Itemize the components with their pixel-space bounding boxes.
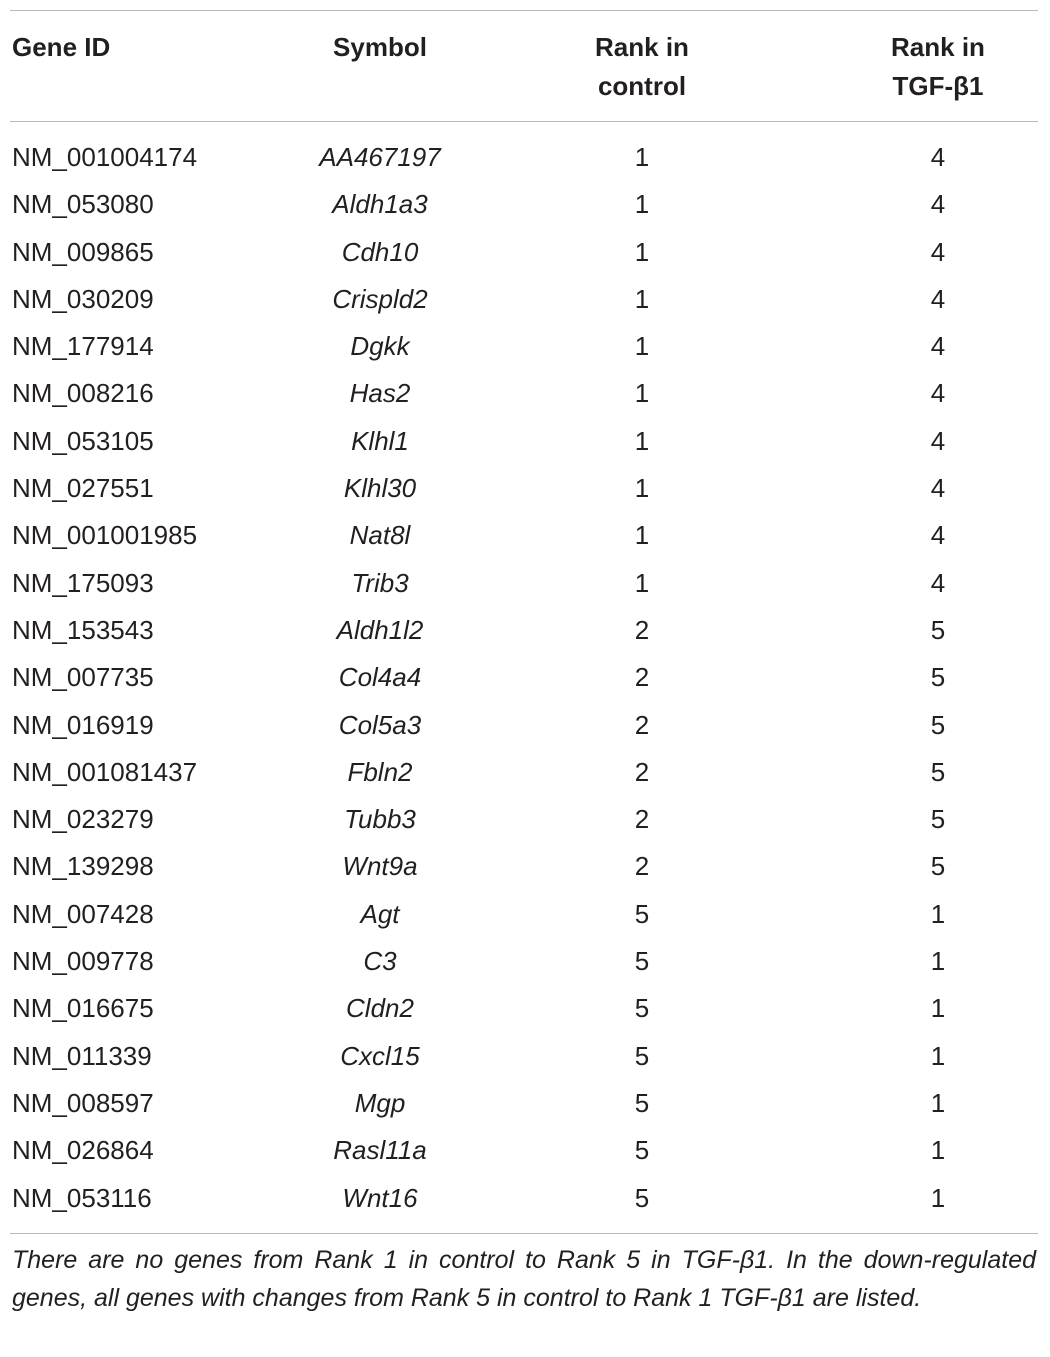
rank-tgf-cell: 1 <box>930 946 946 977</box>
table-header-rule <box>10 121 1038 122</box>
symbol-cell: Cdh10 <box>341 236 419 267</box>
rank-tgf-cell: 5 <box>930 851 946 882</box>
gene-id-cell: NM_009865 <box>12 236 154 267</box>
rank-control-cell: 1 <box>634 331 650 362</box>
table-row <box>0 843 1050 890</box>
rank-control-cell: 1 <box>634 567 650 598</box>
gene-id-cell: NM_011339 <box>12 1040 152 1071</box>
rank-tgf-cell: 4 <box>930 425 946 456</box>
rank-control-cell: 1 <box>634 425 650 456</box>
table-row <box>0 229 1050 276</box>
rank-tgf-cell: 1 <box>930 898 946 929</box>
rank-tgf-cell: 1 <box>930 1040 946 1071</box>
gene-id-cell: NM_139298 <box>12 851 154 882</box>
symbol-cell: Rasl11a <box>333 1135 427 1166</box>
rank-control-cell: 5 <box>634 1182 650 1213</box>
table-row <box>0 938 1050 985</box>
rank-tgf-cell: 5 <box>930 756 946 787</box>
table-footnote: There are no genes from Rank 1 in control to Rank 5 in TGF-β1. In the down-regulated genes, all genes with changes from Rank 5 in control to Rank 1 TGF-β1 are listed. <box>12 1246 1036 1312</box>
symbol-cell: Mgp <box>354 1087 406 1118</box>
rank-control-cell: 5 <box>634 898 650 929</box>
symbol-cell: Cldn2 <box>346 993 414 1024</box>
rank-control-cell: 5 <box>634 1135 650 1166</box>
table-row <box>0 560 1050 607</box>
rank-tgf-cell: 4 <box>930 283 946 314</box>
rank-tgf-cell: 4 <box>930 189 946 220</box>
header-rank-control-line1: Rank in <box>595 32 689 62</box>
rank-control-cell: 1 <box>634 378 650 409</box>
table-top-rule <box>10 10 1038 11</box>
rank-tgf-cell: 4 <box>930 567 946 598</box>
table-row <box>0 654 1050 701</box>
gene-id-cell: NM_053080 <box>12 189 154 220</box>
rank-control-cell: 1 <box>634 473 650 504</box>
symbol-cell: Fbln2 <box>347 756 413 787</box>
rank-tgf-cell: 1 <box>930 1182 946 1213</box>
rank-control-cell: 5 <box>634 993 650 1024</box>
gene-id-cell: NM_008216 <box>12 378 154 409</box>
gene-id-cell: NM_007428 <box>12 898 154 929</box>
rank-tgf-cell: 4 <box>930 378 946 409</box>
gene-id-cell: NM_030209 <box>12 283 154 314</box>
symbol-cell: C3 <box>363 946 397 977</box>
rank-tgf-cell: 1 <box>930 993 946 1024</box>
symbol-cell: Wnt16 <box>342 1182 418 1213</box>
rank-control-cell: 1 <box>634 142 650 172</box>
rank-control-cell: 5 <box>634 1040 650 1071</box>
table-body <box>0 134 1050 1222</box>
gene-id-cell: NM_023279 <box>12 804 154 835</box>
symbol-cell: Crispld2 <box>332 283 428 314</box>
rank-tgf-cell: 1 <box>930 1135 946 1166</box>
header-rank-control-line2: control <box>597 71 687 101</box>
header-gene-id: Gene ID <box>12 32 111 62</box>
symbol-cell: Col5a3 <box>338 709 422 740</box>
rank-control-cell: 2 <box>634 756 650 787</box>
symbol-cell: Nat8l <box>349 520 411 551</box>
header-symbol: Symbol <box>333 32 427 62</box>
rank-control-cell: 1 <box>634 189 650 220</box>
gene-id-cell: NM_001001985 <box>12 520 198 551</box>
table-row <box>0 1175 1050 1222</box>
gene-id-cell: NM_009778 <box>12 946 154 977</box>
gene-id-cell: NM_001081437 <box>12 756 198 787</box>
rank-tgf-cell: 4 <box>930 236 946 267</box>
table-row <box>0 512 1050 559</box>
rank-control-cell: 5 <box>634 946 650 977</box>
rank-control-cell: 1 <box>634 236 650 267</box>
rank-control-cell: 1 <box>634 520 650 551</box>
rank-control-cell: 2 <box>634 709 650 740</box>
gene-id-cell: NM_175093 <box>12 567 154 598</box>
rank-tgf-cell: 4 <box>930 473 946 504</box>
rank-control-cell: 2 <box>634 804 650 835</box>
symbol-cell: Col4a4 <box>338 662 422 693</box>
rank-control-cell: 5 <box>634 1087 650 1118</box>
table-row <box>0 465 1050 512</box>
table-row <box>0 749 1050 796</box>
table-row <box>0 796 1050 843</box>
table-row <box>0 1127 1050 1174</box>
table-row <box>0 181 1050 228</box>
rank-tgf-cell: 1 <box>930 1087 946 1118</box>
symbol-cell: Trib3 <box>351 567 409 598</box>
gene-id-cell: NM_027551 <box>12 473 154 504</box>
rank-tgf-cell: 5 <box>930 804 946 835</box>
header-rank-tgf-line2: TGF-β1 <box>892 71 984 101</box>
symbol-cell: Klhl1 <box>351 425 409 456</box>
table-row <box>0 891 1050 938</box>
symbol-cell: Agt <box>360 898 400 929</box>
rank-tgf-cell: 5 <box>930 614 946 645</box>
gene-id-cell: NM_016675 <box>12 993 154 1024</box>
table-row <box>0 702 1050 749</box>
rank-control-cell: 1 <box>634 283 650 314</box>
table-row <box>0 1033 1050 1080</box>
symbol-cell: Klhl30 <box>343 473 417 504</box>
gene-id-cell: NM_177914 <box>12 331 154 362</box>
gene-id-cell: NM_001004174 <box>12 142 198 172</box>
rank-tgf-cell: 5 <box>930 662 946 693</box>
table-bottom-rule <box>10 1233 1038 1234</box>
table-row <box>0 134 1050 181</box>
gene-id-cell: NM_053105 <box>12 425 154 456</box>
table-row <box>0 276 1050 323</box>
symbol-cell: Has2 <box>349 378 411 409</box>
rank-control-cell: 2 <box>634 662 650 693</box>
symbol-cell: Dgkk <box>350 331 410 362</box>
gene-id-cell: NM_153543 <box>12 614 154 645</box>
table-row <box>0 370 1050 417</box>
gene-id-cell: NM_026864 <box>12 1135 154 1166</box>
header-rank-control <box>542 28 742 106</box>
gene-id-cell: NM_008597 <box>12 1087 154 1118</box>
table-row <box>0 985 1050 1032</box>
header-rank-tgf <box>838 28 1038 106</box>
table-row <box>0 1080 1050 1127</box>
rank-tgf-cell: 4 <box>930 520 946 551</box>
rank-tgf-cell: 4 <box>930 331 946 362</box>
rank-tgf-cell: 5 <box>930 709 946 740</box>
table-row <box>0 607 1050 654</box>
gene-id-cell: NM_007735 <box>12 662 154 693</box>
rank-control-cell: 2 <box>634 851 650 882</box>
symbol-cell: Wnt9a <box>342 851 418 882</box>
gene-id-cell: NM_016919 <box>12 709 154 740</box>
rank-tgf-cell: 4 <box>930 142 946 172</box>
symbol-cell: Cxcl15 <box>340 1040 420 1071</box>
symbol-cell: AA467197 <box>319 142 441 172</box>
table-row <box>0 418 1050 465</box>
gene-id-cell: NM_053116 <box>12 1182 152 1213</box>
symbol-cell: Tubb3 <box>344 804 416 835</box>
symbol-cell: Aldh1a3 <box>332 189 428 220</box>
header-rank-tgf-line1: Rank in <box>891 32 985 62</box>
table-row <box>0 323 1050 370</box>
symbol-cell: Aldh1l2 <box>336 614 424 645</box>
rank-control-cell: 2 <box>634 614 650 645</box>
